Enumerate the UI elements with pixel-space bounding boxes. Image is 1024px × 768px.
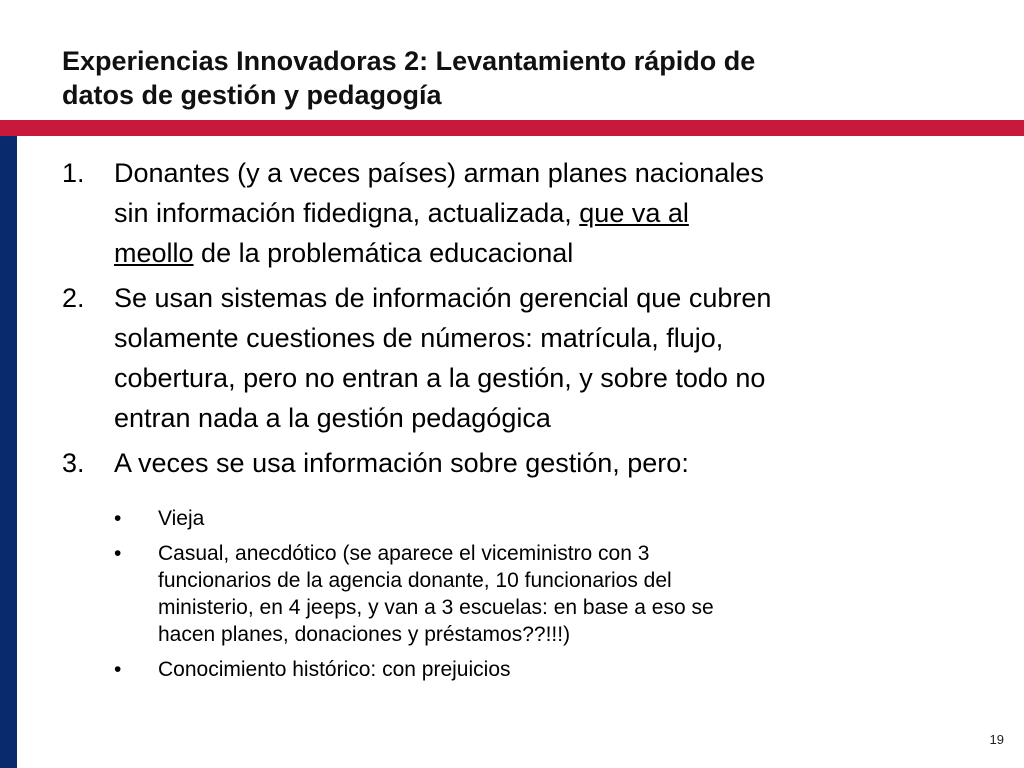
numbered-list <box>62 153 962 488</box>
bullet-text-line: Casual, anecdótico (se aparece el viceministro con 3 <box>158 542 650 565</box>
list-item-1 <box>62 153 962 273</box>
bullet-item <box>106 656 906 683</box>
item-text-line: Donantes (y a veces países) arman planes nacionales <box>114 158 764 188</box>
item-text-segment: sin información fidedigna, actualizada, <box>114 198 580 228</box>
bullet-text-line: ministerio, en 4 jeeps, y van a 3 escuelas: en base a eso se <box>158 596 714 619</box>
list-number: 1. <box>62 158 85 188</box>
item-text-line: solamente cuestiones de números: matrícula, flujo, <box>114 323 724 353</box>
bullet-text-line: Vieja <box>158 507 205 530</box>
list-item-3 <box>62 443 962 483</box>
bullet-text-line: funcionarios de la agencia donante, 10 funcionarios del <box>158 569 672 592</box>
item-text-segment: de la problemática educacional <box>193 238 574 268</box>
list-number: 2. <box>62 283 85 313</box>
bullet-marker: • <box>114 542 122 565</box>
item-text-line <box>114 233 962 273</box>
bullet-marker: • <box>114 658 122 681</box>
underlined-text: meollo <box>114 238 194 268</box>
bullet-marker: • <box>114 507 122 530</box>
item-text-line: cobertura, pero no entran a la gestión, y sobre todo no <box>114 363 766 393</box>
page-number: 19 <box>989 732 1004 747</box>
left-accent-bar <box>0 136 17 768</box>
bullet-text-line: Conocimiento histórico: con prejuicios <box>158 658 511 681</box>
underlined-text: que va al <box>579 198 689 228</box>
slide-title <box>62 44 992 112</box>
item-text-line: entran nada a la gestión pedagógica <box>114 403 551 433</box>
title-line: datos de gestión y pedagogía <box>62 80 442 110</box>
title-divider-bar <box>0 120 1024 136</box>
item-text-line: A veces se usa información sobre gestión, pero: <box>114 448 689 478</box>
bullet-list <box>106 505 906 691</box>
title-line: Experiencias Innovadoras 2: Levantamiento rápido de <box>62 46 756 76</box>
item-text-line <box>114 193 962 233</box>
list-number: 3. <box>62 448 85 478</box>
bullet-item <box>106 540 906 648</box>
bullet-item <box>106 505 906 532</box>
bullet-text-line: hacen planes, donaciones y préstamos??!!!) <box>158 623 571 646</box>
item-text-line: Se usan sistemas de información gerencial que cubren <box>114 283 772 313</box>
list-item-2 <box>62 278 962 438</box>
